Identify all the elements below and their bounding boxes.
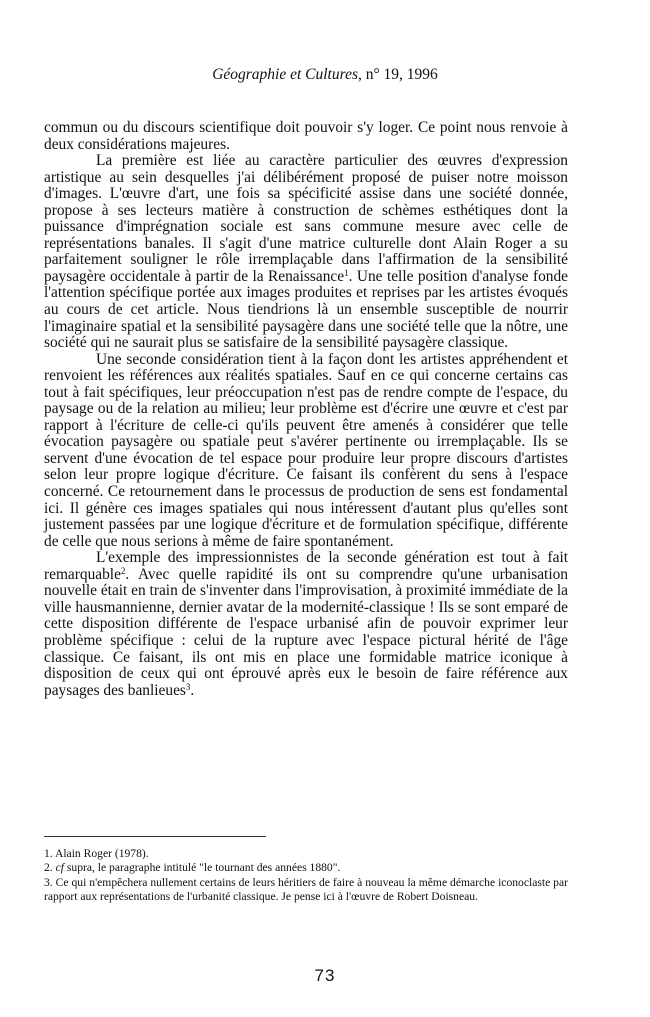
- footnote-number: 3.: [44, 875, 53, 889]
- footnote-text: Ce qui n'empêchera nullement certains de leurs héritiers de faire à nouveau la même démarche iconoclaste par rapport aux représentations de l'urbanité classique. Je pense ici à l'œuvre de Robert Doisneau.: [44, 875, 568, 903]
- paragraph-text: Une seconde considération tient à la façon dont les artistes appréhendent et renvoient les références aux réalités spatiales. Sauf en ce qui concerne certains cas tout à fait spécifiques, leur préoccupation n'est pas de rendre compte de l'espace, du paysage ou de la relation au milieu; leur problème est d'écrire une œuvre et c'est par rapport à l'écriture de celle-ci qu'ils peuvent être amenés à considérer que telle évocation paysagère ou spatiale peut s'avérer pertinente ou irremplaçable. Ils se servent d'une évocation de tel espace pour produire leur propre discours d'artistes selon leur propre logique d'écriture. Ce faisant ils confèrent du sens à l'espace concerné. Ce retournement dans le processus de production de sens est fondamental ici. Il génère ces images spatiales qui nous intéressent d'autant plus qu'elles sont justement passées par une logique d'écriture et de formulation spécifique, différente de celle que nous serions à même de faire spontanément.: [44, 350, 568, 550]
- paragraph-2: [44, 153, 568, 352]
- body-text: [44, 120, 568, 699]
- page-number: 73: [314, 966, 336, 985]
- paragraph-text: . Une telle position d'analyse fonde l'attention spécifique portée aux images produites et reprises par les artistes évoqués au cours de cet article. Nous tiendrions là un ensemble susceptible de nourrir l'imaginaire spatial et la sensibilité paysagère dans une société telle que la nôtre, une société qui ne saurait plus se satisfaire de la sensibilité paysagère classique.: [44, 267, 568, 352]
- running-header: [0, 66, 650, 84]
- footnote-reference-3[interactable]: 3: [185, 681, 191, 692]
- issue-info: , n° 19, 1996: [357, 66, 438, 83]
- footnote-reference-2[interactable]: 2: [120, 565, 126, 576]
- paragraph-3: [44, 352, 568, 551]
- footnote-text: Alain Roger (1978).: [52, 847, 149, 860]
- footnote-reference-1[interactable]: 1: [344, 267, 349, 278]
- footnote-number: 1.: [44, 847, 53, 860]
- footnote-number: 2.: [44, 861, 53, 875]
- paragraph-4: [44, 550, 568, 699]
- paragraph-text: commun ou du discours scientifique doit pouvoir s'y loger. Ce point nous renvoie à deux considérations majeures.: [44, 119, 568, 153]
- journal-title: Géographie et Cultures: [212, 66, 358, 83]
- paragraph-text: L'exemple des impressionnistes de la seconde génération est tout à fait remarquable: [44, 549, 568, 583]
- footnote-separator: [44, 836, 266, 837]
- footnote-italic: cf: [55, 861, 64, 875]
- paragraph-text: . Avec quelle rapidité ils ont su comprendre qu'une urbanisation nouvelle était en train de s'inventer dans l'improvisation, à proximité immédiate de la ville hausmannienne, dernier avatar de la modernité-classique ! Ils se sont emparé de cette disposition différente de l'espace urbanisé afin de pouvoir exprimer leur problème spécifique : celui de la rupture avec l'espace pictural hérité de l'âge classique. Ce faisant, ils ont mis en place une formidable matrice iconique à disposition de ceux qui ont éprouvé après eux le besoin de faire référence aux paysages des banlieues: [44, 565, 568, 699]
- paragraph-text: .: [190, 681, 195, 699]
- footnote-text: supra, le paragraphe intitulé "le tournant des années 1880".: [63, 861, 341, 875]
- footnote-1: [44, 847, 568, 861]
- footnotes: [44, 847, 568, 904]
- paragraph-1: [44, 120, 568, 153]
- footnote-2: [44, 861, 568, 875]
- paragraph-text: La première est liée au caractère particulier des œuvres d'expression artistique au sein desquelles j'ai délibérément proposé de puiser notre moisson d'images. L'œuvre d'art, une fois sa spécificité assise dans une société donnée, propose à ses lecteurs matière à construction de schèmes esthétiques dont la puissance d'imprégnation sociale est sans commune mesure avec celle de représentations banales. Il s'agit d'une matrice culturelle dont Alain Roger a su parfaitement souligner le rôle irremplaçable dans l'affirmation de la sensibilité paysagère occidentale à partir de la Renaissance: [44, 152, 568, 285]
- footnote-3: [44, 876, 568, 905]
